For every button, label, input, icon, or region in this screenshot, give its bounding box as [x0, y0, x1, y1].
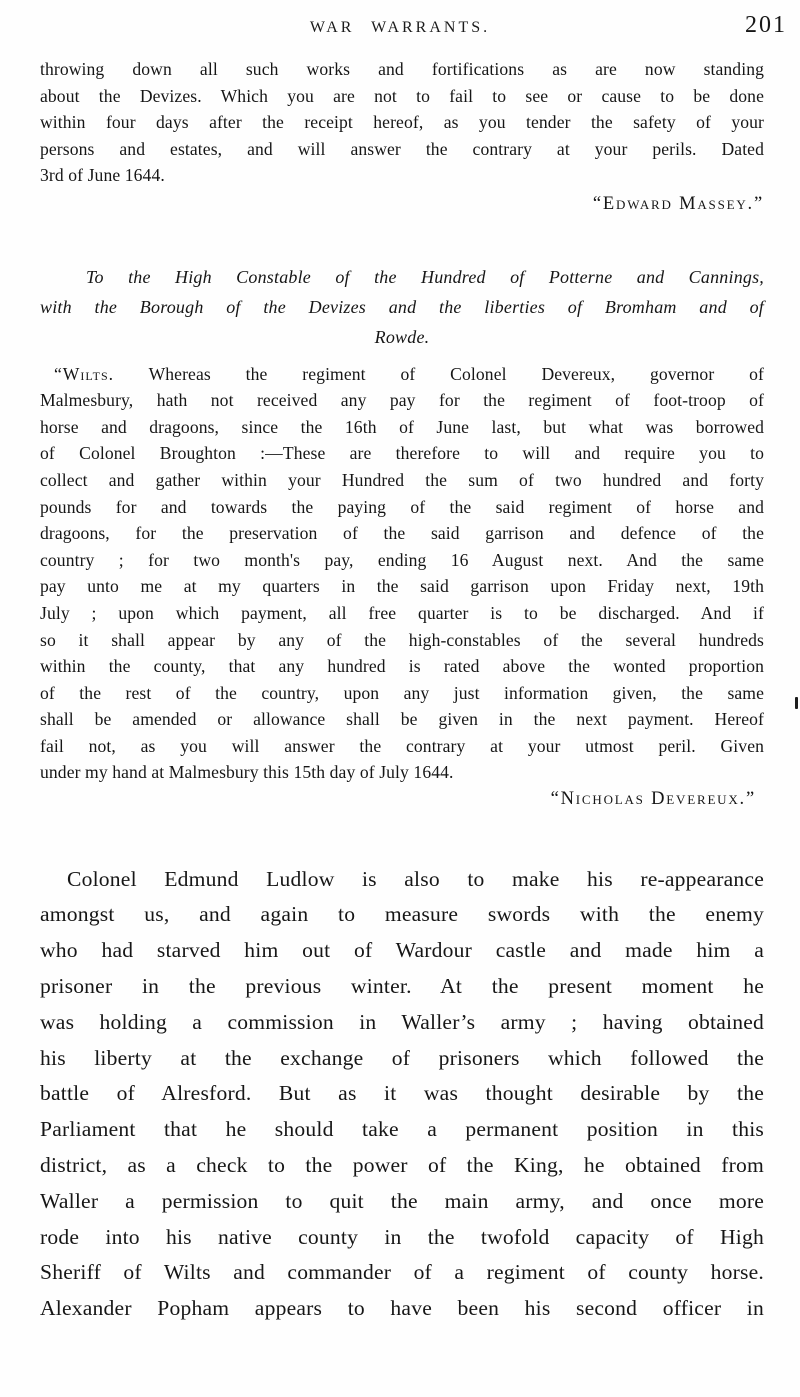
text-line: fail not, as you will answer the contrary at your utmost peril. Given — [40, 735, 764, 756]
text-line: Waller a permission to quit the main army, and once more — [40, 1188, 764, 1213]
page-body — [40, 56, 764, 1327]
narrative-paragraph — [40, 862, 764, 1327]
address-heading — [40, 262, 764, 352]
text-line: under my hand at Malmesbury this 15th day of July 1644. — [40, 762, 454, 783]
page-header — [0, 12, 800, 44]
text-line: district, as a check to the power of the King, he obtained from — [40, 1153, 764, 1178]
text-line: collect and gather within your Hundred the sum of two hundred and forty — [40, 469, 764, 490]
text-line: horse and dragoons, since the 16th of June last, but what was borrowed — [40, 416, 764, 437]
text-line: within four days after the receipt hereof, as you tender the safety of your — [40, 112, 764, 133]
text-line: Colonel Edmund Ludlow is also to make his re-appearance — [67, 866, 764, 891]
devereux-warrant-paragraph — [40, 361, 764, 813]
text-line: Rowde. — [374, 326, 430, 347]
text-line: persons and estates, and will answer the contrary at your perils. Dated — [40, 138, 764, 159]
text-line: throwing down all such works and fortifications as are now standing — [40, 59, 764, 79]
text-line: country ; for two month's pay, ending 16 August next. And the same — [40, 549, 764, 570]
text-line: 3rd of June 1644. — [40, 165, 165, 186]
page-number: 201 — [745, 12, 787, 38]
text-line: who had starved him out of Wardour castle and made him a — [40, 938, 764, 963]
text-line: so it shall appear by any of the high-constables of the several hundreds — [40, 629, 764, 650]
text-line: Alexander Popham appears to have been his second officer in — [40, 1296, 764, 1321]
devereux-signature: “Nicholas Devereux.” — [550, 789, 756, 810]
text-line: Malmesbury, hath not received any pay for the regiment of foot-troop of — [40, 390, 764, 411]
text-line: about the Devizes. Which you are not to fail to see or cause to be done — [40, 85, 764, 106]
text-line: of the rest of the country, upon any just information given, the same — [40, 682, 764, 703]
text-line: July ; upon which payment, all free quarter is to be discharged. And if — [40, 602, 764, 623]
warrant-salutation: “Wilts. — [54, 363, 115, 384]
text-line: dragoons, for the preservation of the said garrison and defence of the — [40, 523, 764, 544]
massey-warrant-paragraph — [40, 56, 764, 218]
text-line: was holding a commission in Waller’s army ; having obtained — [40, 1009, 764, 1034]
text-line: battle of Alresford. But as it was thought desirable by the — [40, 1081, 764, 1106]
text-line: pounds for and towards the paying of the said regiment of horse and — [40, 496, 764, 517]
text-line: of Colonel Broughton :—These are therefore to will and require you to — [40, 443, 764, 464]
text-line: pay unto me at my quarters in the said garrison upon Friday next, 19th — [40, 576, 764, 597]
text-line: To the High Constable of the Hundred of Potterne and Cannings, — [86, 266, 764, 287]
text-line: within the county, that any hundred is rated above the wonted proportion — [40, 656, 764, 677]
warrant-opening-rest: Whereas the regiment of Colonel Devereux, governor of — [148, 363, 764, 384]
text-line: shall be amended or allowance shall be given in the next payment. Hereof — [40, 709, 764, 730]
text-line: Sheriff of Wilts and commander of a regiment of county horse. — [40, 1260, 764, 1285]
massey-signature: “Edward Massey.” — [592, 193, 764, 214]
text-line: with the Borough of the Devizes and the liberties of Bromham and of — [40, 296, 764, 317]
text-line: prisoner in the previous winter. At the present moment he — [40, 974, 764, 999]
running-title: WAR WARRANTS. — [309, 19, 491, 36]
text-line: amongst us, and again to measure swords with the enemy — [40, 902, 764, 927]
text-line: Parliament that he should take a permanent position in this — [40, 1117, 764, 1142]
text-line: rode into his native county in the twofold capacity of High — [40, 1224, 764, 1249]
warrant-opening-line — [40, 361, 764, 388]
text-line: his liberty at the exchange of prisoners which followed the — [40, 1045, 764, 1070]
scan-artifact — [795, 697, 798, 709]
